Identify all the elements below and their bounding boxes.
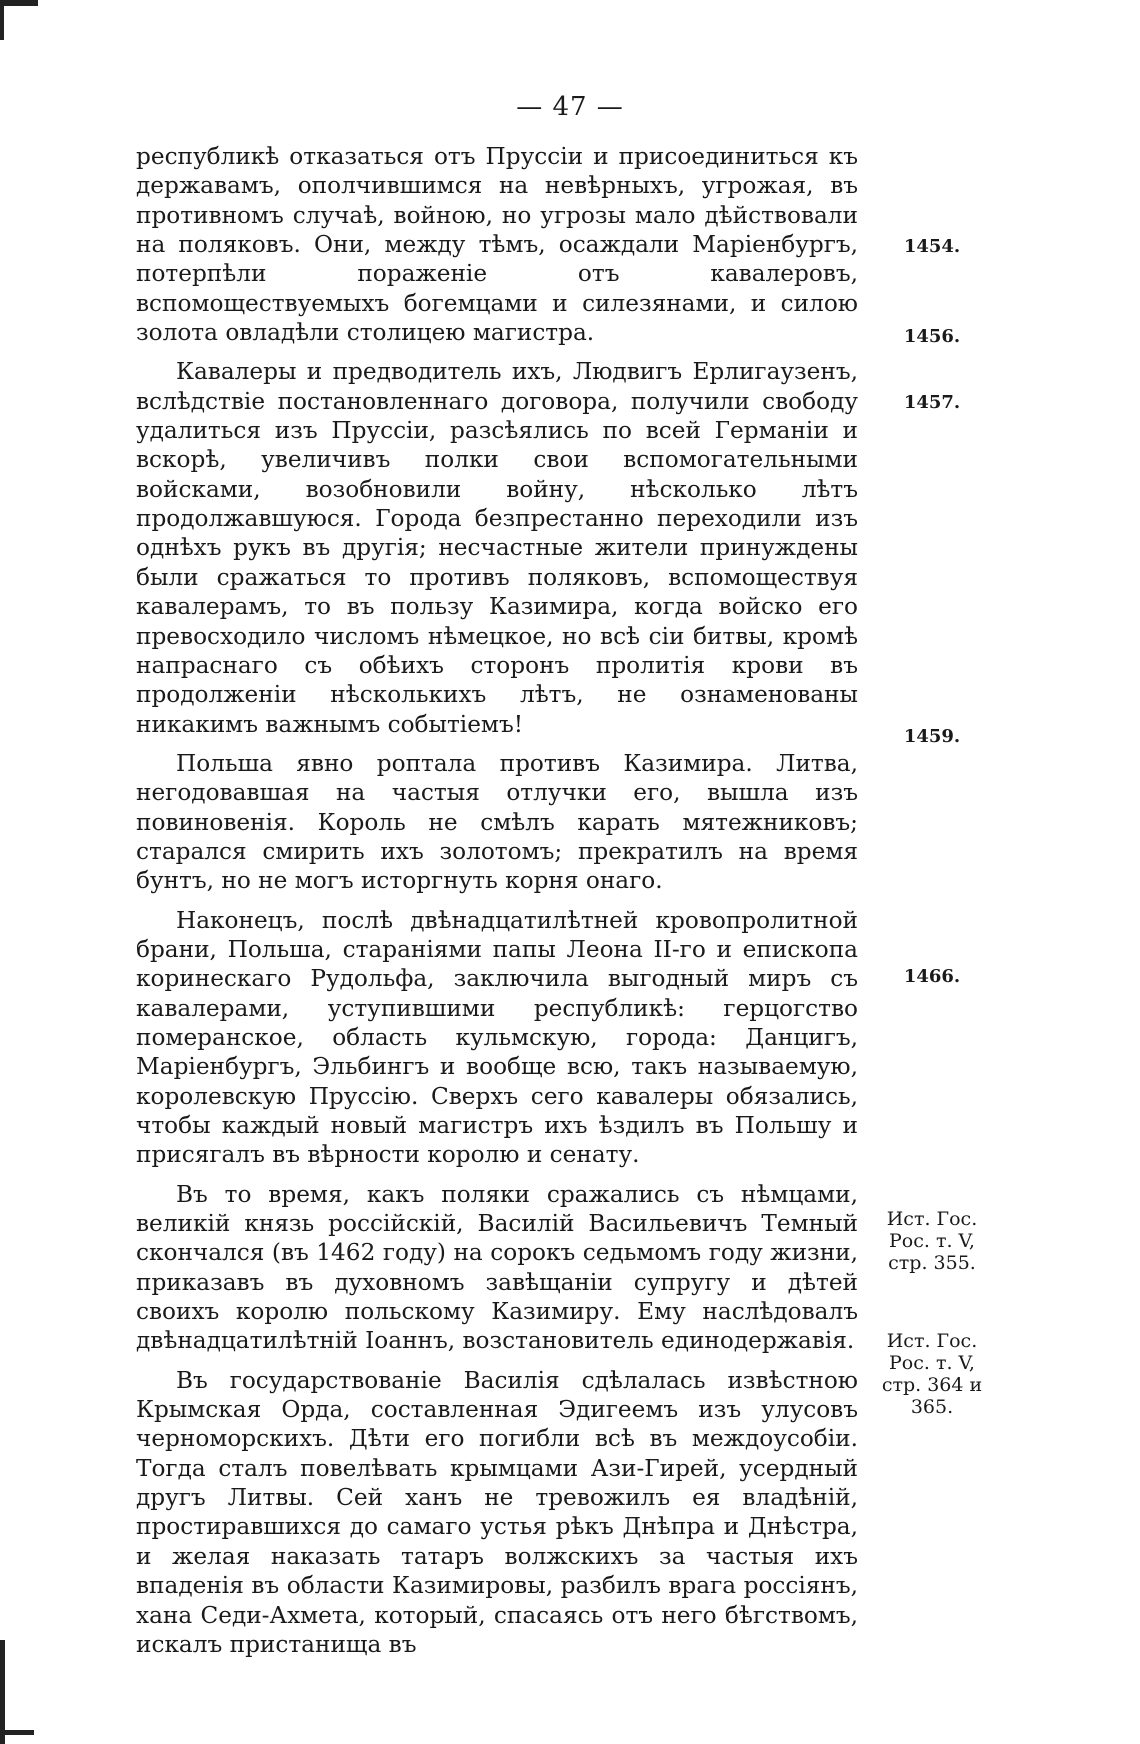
page-number: — 47 — (516, 92, 624, 122)
scan-border-bottom-left (0, 1730, 34, 1735)
paragraph-5: Въ то время, какъ поляки сражались съ нѣмцами, великій князь россійскій, Василій Васильевичъ Темный скончался (въ 1462 году) на сорокъ седьмомъ году жизни, приказавъ въ духовномъ завѣщаніи супругу и дѣтей своихъ королю польскому Казимиру. Ему наслѣдовалъ двѣнадцатилѣтній Іоаннъ, возстановитель единодержавія. (136, 1180, 858, 1355)
paragraph-3: Польша явно роптала противъ Казимира. Литва, негодовавшая на частыя отлучки его, вышла изъ повиновенія. Король не смѣлъ карать мятежниковъ; старался смирить ихъ золотомъ; прекратилъ на время бунтъ, но не могъ исторгнуть корня онаго. (136, 749, 858, 895)
margin-reference-2: Ист. Гос. Рос. т. V, стр. 364 и 365. (881, 1330, 983, 1418)
margin-reference-1: Ист. Гос. Рос. т. V, стр. 355. (886, 1208, 978, 1274)
margin-year-1454: 1454. (903, 236, 961, 257)
scan-border-top-left (0, 0, 38, 6)
margin-year-1456: 1456. (903, 326, 961, 347)
scan-border-left-bottom (0, 1640, 5, 1744)
margin-year-1466: 1466. (903, 966, 961, 987)
scan-border-left-top (0, 0, 4, 40)
margin-year-1457: 1457. (903, 392, 961, 413)
margin-year-1459: 1459. (903, 726, 961, 747)
paragraph-1: республикѣ отказаться отъ Пруссіи и присоединиться къ державамъ, ополчившимся на невѣрныхъ, угрожая, въ противномъ случаѣ, войною, но угрозы мало дѣйствовали на поляковъ. Они, между тѣмъ, осаждали Маріенбургъ, потерпѣли пораженіе отъ кавалеровъ, вспомоществуемыхъ богемцами и силезянами, и силою золота овладѣли столицею магистра. (136, 143, 858, 347)
paragraph-4: Наконецъ, послѣ двѣнадцатилѣтней кровопролитной брани, Польша, стараніями папы Леона II-го и епископа коринескаго Рудольфа, заключила выгодный миръ съ кавалерами, уступившими республикѣ: герцогство померанское, область кульмскую, города: Данцигъ, Маріенбургъ, Эльбингъ и вообще всю, такъ называемую, королевскую Пруссію. Сверхъ сего кавалеры обязались, чтобы каждый новый магистръ ихъ ѣздилъ въ Польшу и присягалъ въ вѣрности королю и сенату. (136, 906, 858, 1169)
paragraph-2: Кавалеры и предводитель ихъ, Людвигъ Ерлигаузенъ, вслѣдствіе постановленнаго договора, получили свободу удалиться изъ Пруссіи, разсѣялись по всей Германіи и вскорѣ, увеличивъ полки свои вспомогательными войсками, возобновили войну, нѣсколько лѣтъ продолжавшуюся. Города безпрестанно переходили изъ однѣхъ рукъ въ другія; несчастные жители принуждены были сражаться то противъ поляковъ, вспомоществуя кавалерамъ, то въ пользу Казимира, когда войско его превосходило числомъ нѣмецкое, но всѣ сіи битвы, кромѣ напраснаго съ обѣихъ сторонъ пролитія крови въ продолженіи нѣсколькихъ лѣтъ, не ознаменованы никакимъ важнымъ событіемъ! (136, 358, 858, 738)
body-text (136, 142, 858, 1669)
paragraph-6: Въ государствованіе Василія сдѣлалась извѣстною Крымская Орда, составленная Эдигеемъ изъ улусовъ черноморскихъ. Дѣти его погибли всѣ въ междоусобіи. Тогда сталъ повелѣвать крымцами Ази-Гирей, усердный другъ Литвы. Сей ханъ не тревожилъ ея владѣній, простиравшихся до самаго устья рѣкъ Днѣпра и Днѣстра, и желая наказать татаръ волжскихъ за частыя ихъ впаденія въ области Казимировы, разбилъ врага россіянъ, хана Седи-Ахмета, который, спасаясь отъ него бѣгствомъ, искалъ пристанища въ (136, 1366, 858, 1658)
